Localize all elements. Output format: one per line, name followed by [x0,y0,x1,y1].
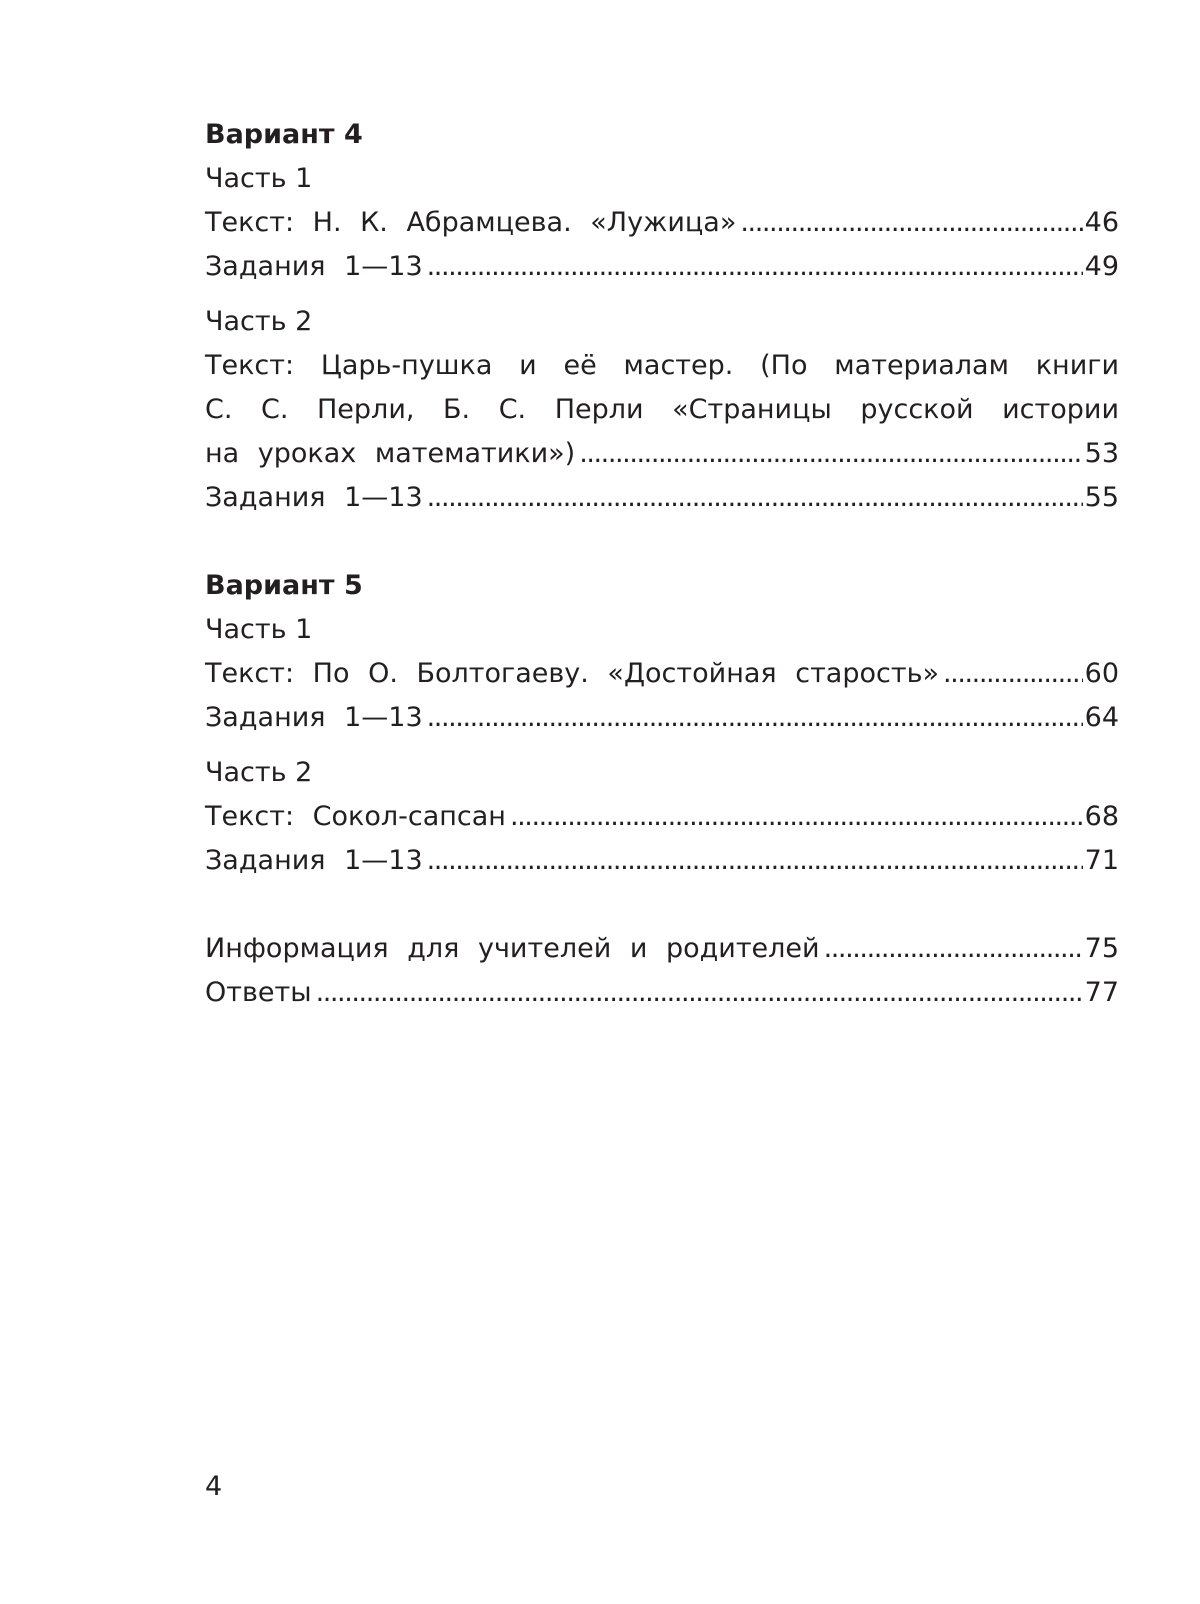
toc-entry-page: 64 [1084,702,1119,733]
toc-entry-title: Задания 1—13 [205,845,423,876]
toc-entry[interactable] [205,698,1119,738]
variant-4-part-2-label: Часть 2 [205,306,313,337]
toc-entry[interactable] [205,478,1119,518]
toc-entry-page: 77 [1084,977,1119,1008]
toc-entry-title: Задания 1—13 [205,702,423,733]
toc-entry-page: 68 [1084,801,1119,832]
toc-entry[interactable] [205,434,1119,474]
toc-entry-page: 75 [1084,933,1119,964]
dot-leader [943,654,1083,694]
toc-entry[interactable] [205,203,1119,243]
variant-4-part-1-label: Часть 1 [205,163,313,194]
toc-entry[interactable] [205,929,1119,969]
page-number: 4 [205,1471,223,1502]
variant-5-part-2-label: Часть 2 [205,757,313,788]
toc-entry-title: Задания 1—13 [205,251,423,282]
toc-entry-title: на уроках математики») [205,438,576,469]
toc-entry-page: 49 [1084,251,1119,282]
variant-5-heading: Вариант 5 [205,570,363,601]
variant-4-heading: Вариант 4 [205,119,363,150]
toc-entry[interactable] [205,654,1119,694]
toc-entry-page: 46 [1084,207,1119,238]
toc-entry[interactable] [205,973,1119,1013]
toc-entry-title-line: Текст: Царь-пушка и её мастер. (По материалам книги [205,350,1119,381]
dot-leader [427,698,1083,738]
toc-entry-title: Текст: Н. К. Абрамцева. «Лужица» [205,207,737,238]
toc-entry[interactable] [205,797,1119,837]
dot-leader [510,797,1083,837]
variant-5-part-1-label: Часть 1 [205,614,313,645]
dot-leader [427,478,1083,518]
dot-leader [427,247,1083,287]
toc-entry-title: Текст: Сокол-сапсан [205,801,506,832]
toc-entry-page: 55 [1084,482,1119,513]
toc-entry-title: Ответы [205,977,312,1008]
dot-leader [740,203,1082,243]
toc-entry-title: Текст: По О. Болтогаеву. «Достойная старость» [205,658,940,689]
toc-entry[interactable] [205,841,1119,881]
toc-entry-page: 71 [1084,845,1119,876]
dot-leader [316,973,1083,1013]
toc-entry-page: 53 [1084,438,1119,469]
toc-entry[interactable] [205,247,1119,287]
toc-entry-title-line: С. С. Перли, Б. С. Перли «Страницы русской истории [205,394,1119,425]
dot-leader [427,841,1083,881]
toc-entry-page: 60 [1084,658,1119,689]
toc-entry-title: Информация для учителей и родителей [205,933,820,964]
dot-leader [824,929,1083,969]
dot-leader [579,434,1082,474]
toc-entry-title: Задания 1—13 [205,482,423,513]
